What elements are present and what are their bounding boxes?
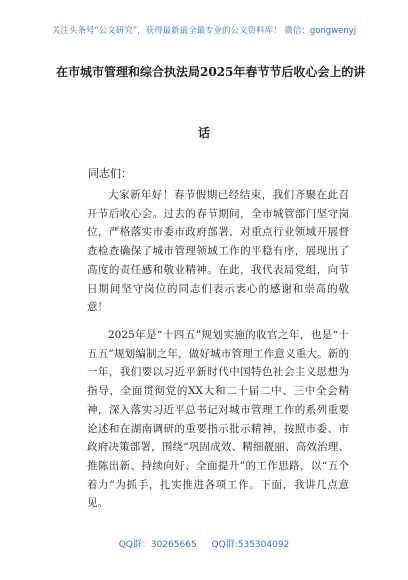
qq-group-1: QQ群：30265665 <box>118 540 197 550</box>
qq-group-2: QQ群:535304092 <box>211 540 290 550</box>
body-paragraph: 2025年是“十四五”规划实施的收官之年，也是“十五五”规划编制之年，做好城市管理工作意义重大。新的一年，我们要以习近平新时代中国特色社会主义思想为指导，全面贯彻党的XX大和二十届二中、三中全会精神，深入落实习近平总书记对城市管理工作的系列重要论述和在湖南调研的重要指示批示精神，按照市委、市政府决策部署，围绕“巩固成效、精细靓丽、高效治理、推陈出新、持续向好、全面提升”的工作思路，以“五个着力”为抓手，扎实推进各项工作。下面，我讲几点意见。 <box>87 329 349 510</box>
footer-contact <box>0 537 408 550</box>
document-title-line2: 话 <box>197 126 210 140</box>
document-title-line1: 在市城市管理和综合执法局2025年春节节后收心会上的讲 <box>56 65 366 79</box>
salutation: 同志们： <box>88 167 132 180</box>
body-paragraph: 大家新年好！春节假期已经结束，我们齐聚在此召开节后收心会。过去的春节期间，全市城管部门坚守岗位，严格落实市委市政府部署，对重点行业领域开展督查检查确保了城市管理领域工作的平稳有序，展现出了高度的责任感和敬业精神。在此，我代表局党组，向节日期间坚守岗位的同志们表示衷心的感谢和崇高的敬意！ <box>87 189 349 314</box>
promo-banner: 关注头条号“公文研究”，获得最新最全最专业的公文资料库！ 微信：gongwenyj <box>51 26 357 36</box>
